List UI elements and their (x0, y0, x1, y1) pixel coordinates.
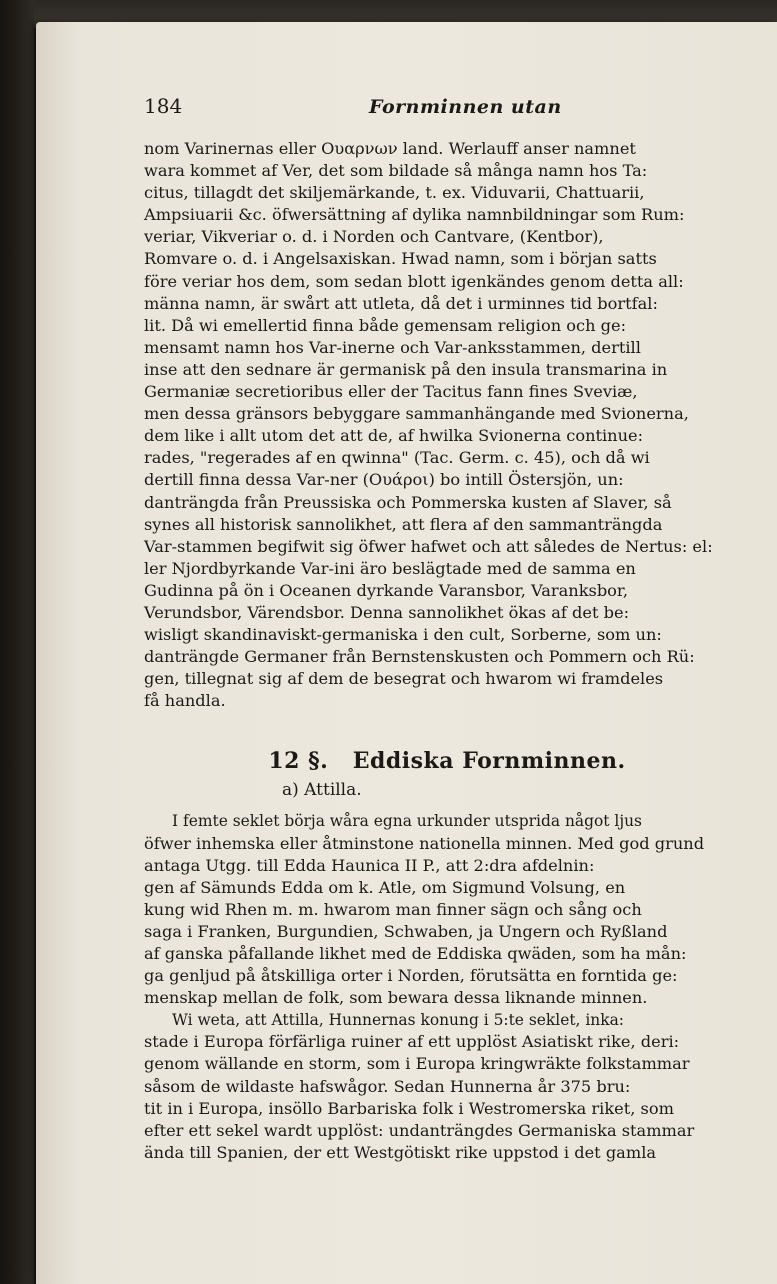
text-line: dem like i allt utom det att de, af hwilka Svionerna continue: (144, 426, 644, 446)
text-line: gen, tillegnat sig af dem de besegrat och hwarom wi framdeles (144, 669, 664, 689)
text-line: wara kommet af Ver, det som bildade så många namn hos Ta: (144, 161, 648, 181)
text-line: tit in i Europa, insöllo Barbariska folk i Westromerska riket, som (144, 1098, 674, 1118)
scan-background-left (0, 0, 34, 1284)
section-number: 12 §. (268, 748, 329, 775)
text-line: gen af Sämunds Edda om k. Atle, om Sigmund Volsung, en (144, 877, 626, 897)
text-line: kung wid Rhen m. m. hwarom man finner sägn och sång och (144, 899, 642, 919)
page-number: 184 (144, 94, 183, 118)
text-line: före veriar hos dem, som sedan blott igenkändes genom detta all: (144, 271, 684, 291)
text-line: Verundsbor, Värendsbor. Denna sannolikhet ökas af det be: (144, 602, 630, 622)
text-line: ända till Spanien, der ett Westgötiskt rike uppstod i det gamla (144, 1142, 657, 1162)
text-line: såsom de wildaste hafswågor. Sedan Hunnerna år 375 bru: (144, 1076, 631, 1096)
page-content (144, 94, 750, 1164)
text-line: danträngde Germaner från Bernstenskusten och Pommern och Rü: (144, 647, 695, 667)
text-line: saga i Franken, Burgundien, Schwaben, ja Ungern och Ryßland (144, 921, 668, 941)
text-line: Romvare o. d. i Angelsaxiskan. Hwad namn, som i början satts (144, 249, 657, 269)
subsection-heading: a) Attilla. (282, 780, 362, 801)
text-line: stade i Europa förfärliga ruiner af ett upplöst Asiatiskt rike, deri: (144, 1032, 680, 1052)
text-line: synes all historisk sannolikhet, att flera af den sammanträngda (144, 514, 663, 534)
text-line: dertill finna dessa Var-ner (Ουάροι) bo intill Östersjön, un: (144, 470, 624, 490)
running-title: Fornminnen utan (369, 96, 562, 118)
text-line: citus, tillagdt det skiljemärkande, t. ex. Viduvarii, Chattuarii, (144, 183, 645, 203)
text-line: wisligt skandinaviskt-germaniska i den cult, Sorberne, som un: (144, 625, 662, 645)
text-line: ler Njordbyrkande Var-ini äro beslägtade med de samma en (144, 558, 636, 578)
text-line: männa namn, är swårt att utleta, då det i urminnes tid bortfal: (144, 293, 658, 313)
text-line: Wi weta, att Attilla, Hunnernas konung i 5:te seklet, inka: (172, 1010, 625, 1030)
section-heading (144, 748, 750, 774)
text-line: lit. Då wi emellertid finna både gemensam religion och ge: (144, 315, 627, 335)
section-title: Eddiska Fornminnen. (352, 748, 626, 775)
text-line: Germaniæ secretioribus eller der Tacitus fann fines Sveviæ, (144, 382, 638, 402)
text-line: genom wällande en storm, som i Europa kringwräkte folkstammar (144, 1054, 690, 1074)
book-page (36, 22, 777, 1284)
text-line: efter ett sekel wardt upplöst: undanträngdes Germaniska stammar (144, 1120, 695, 1140)
text-line: veriar, Vikveriar o. d. i Norden och Cantvare, (Kentbor), (144, 227, 604, 247)
text-line: ga genljud på åtskilliga orter i Norden, förutsätta en forntida ge: (144, 966, 678, 986)
text-line: Gudinna på ön i Oceanen dyrkande Varansbor, Varanksbor, (144, 580, 629, 600)
text-line: danträngda från Preussiska och Pommerska kusten af Slaver, så (144, 492, 672, 512)
text-line: Var-stammen begifwit sig öfwer hafwet och att således de Nertus: el: (144, 536, 713, 556)
text-line: inse att den sednare är germanisk på den insula transmarina in (144, 359, 668, 379)
text-line: men dessa gränsors bebyggare sammanhängande med Svionerna, (144, 404, 689, 424)
running-head (144, 94, 750, 130)
text-line: nom Varinernas eller Ουαρνων land. Werlauff anser namnet (144, 139, 636, 158)
paragraph-eddiska (144, 810, 750, 1009)
text-line: menskap mellan de folk, som bewara dessa liknande minnen. (144, 988, 648, 1008)
paragraph-varinerna (144, 138, 750, 712)
paragraph-attilla (144, 1009, 750, 1164)
text-line: af ganska påfallande likhet med de Eddiska qwäden, som ha mån: (144, 944, 687, 963)
text-line: I femte seklet börja wåra egna urkunder utsprida något ljus (172, 811, 642, 831)
text-line: få handla. (144, 691, 226, 711)
text-line: mensamt namn hos Var-inerne och Var-anksstammen, dertill (144, 337, 641, 357)
text-line: Ampsiuarii &c. öfwersättning af dylika namnbildningar som Rum: (144, 205, 685, 225)
text-line: rades, "regerades af en qwinna" (Tac. Germ. c. 45), och då wi (144, 448, 650, 468)
text-line: öfwer inhemska eller åtminstone nationella minnen. Med god grund (144, 833, 705, 853)
text-line: antaga Utgg. till Edda Haunica II P., att 2:dra afdelnin: (144, 855, 595, 875)
